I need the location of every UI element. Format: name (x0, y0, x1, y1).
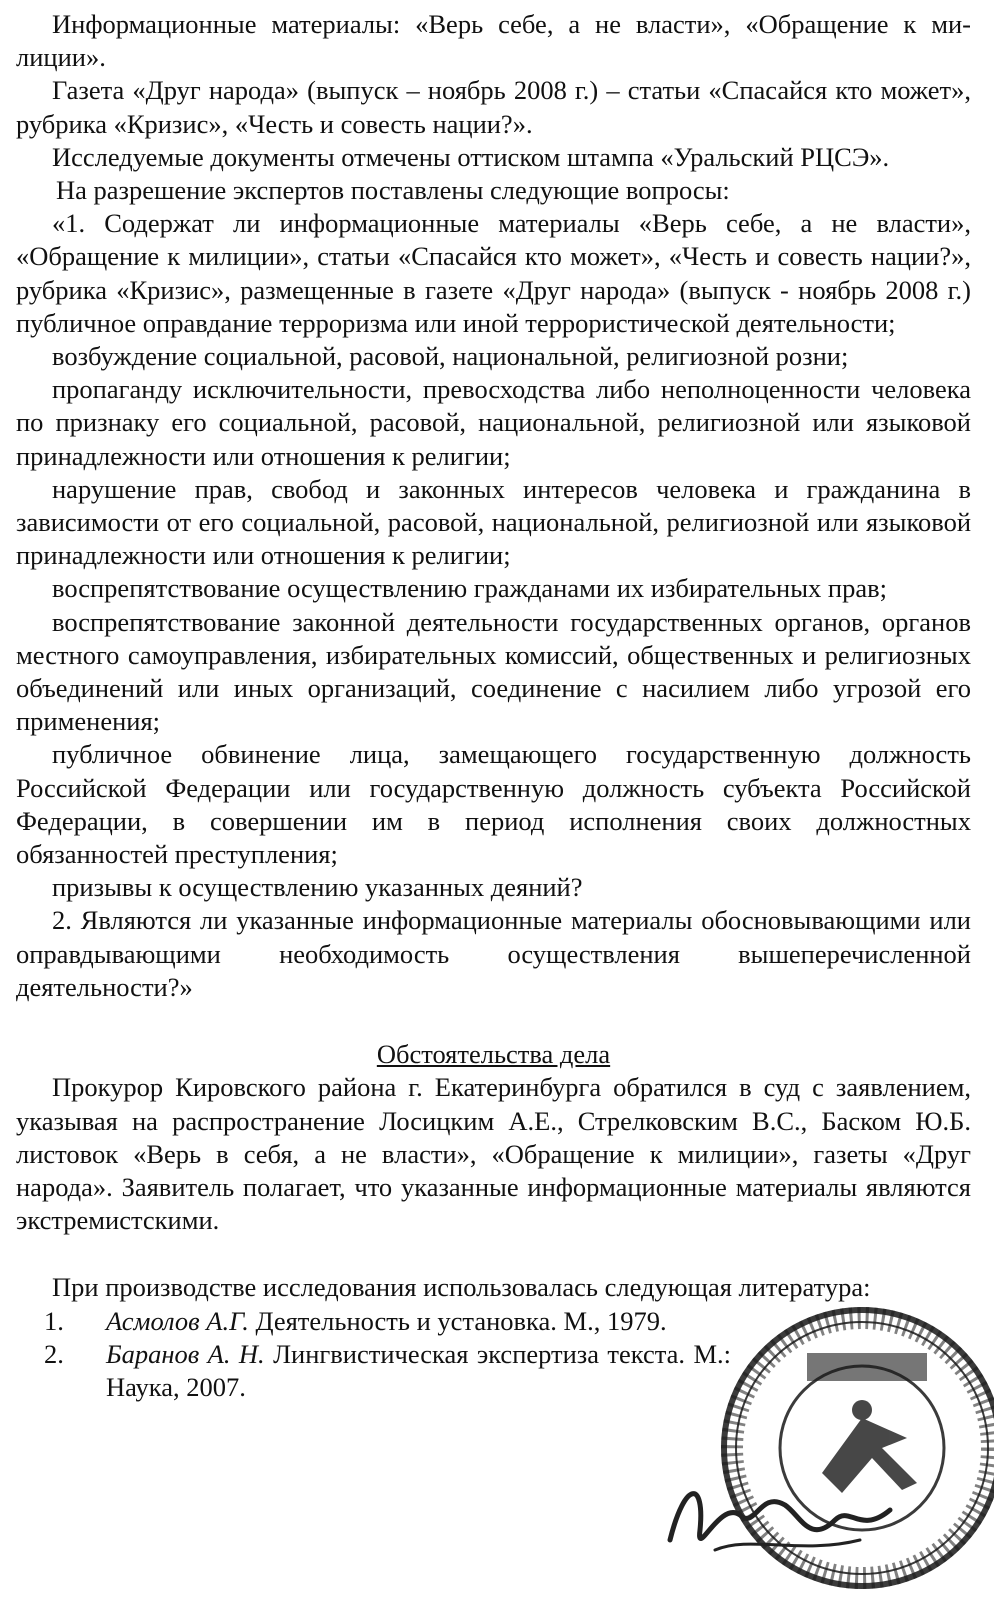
reference-title: Деятельность и установка. М., 1979. (248, 1305, 667, 1336)
paragraph-question-2: 2. Являются ли указанные информационные материалы обосновывающими или оправдывающими необходимость осуществления вышеперечисленной деятельности?» (16, 905, 971, 1002)
paragraph-literature-intro: При производстве исследования использовалась следующая литература: (52, 1272, 871, 1303)
paragraph-public-accusation: публичное обвинение лица, замещающего государственную должность Российской Федерации или государственную должность субъекта Российской Федерации, в совершении им в период исполнения своих должностных обязанностей преступления; (16, 739, 971, 870)
reference-number: 1. (44, 1305, 64, 1336)
reference-author: Баранов А. Н. (106, 1338, 265, 1369)
reference-number: 2. (44, 1338, 64, 1369)
paragraph-info-materials: Информационные материалы: «Верь себе, а не власти», «Обращение к милиции». (16, 9, 971, 73)
paragraph-calls: призывы к осуществлению указанных деяний? (52, 872, 583, 903)
section-heading: Обстоятельства дела (376, 1039, 611, 1070)
paragraph-question-1: «1. Содержат ли информационные материалы «Верь себе, а не власти», «Обращение к милиции», статьи «Спасайся кто может», «Честь и совесть нации?», рубрика «Кризис», размещенные в газете «Друг народа» (выпуск - ноябрь 2008 г.) публичное оправдание терроризма или иной террористической деятельности; (16, 208, 971, 338)
paragraph-electoral-rights: воспрепятствование осуществлению гражданами их избирательных прав; (52, 573, 887, 604)
document-page (16, 8, 971, 1404)
reference-title: Лингвистическая экспертиза текста. М.: Наука, 2007. (106, 1338, 731, 1402)
paragraph-stamp-note: Исследуемые документы отмечены оттиском штампа «Уральский РЦСЭ». (52, 141, 890, 172)
paragraph-propaganda: пропаганду исключительности, превосходства либо неполноценности человека по признаку его социальной, расовой, национальной, религиозной или языковой принадлежности или отношения к религии; (16, 374, 971, 471)
paragraph-rights-violation: нарушение прав, свобод и законных интересов человека и гражданина в зависимости от его социальной, расовой, национальной, религиозной или языковой принадлежности или отношения к религии; (16, 473, 971, 571)
paragraph-newspaper: Газета «Друг народа» (выпуск – ноябрь 2008 г.) – статьи «Спасайся кто может», рубрика «Кризис», «Честь и совесть нации?». (16, 75, 971, 139)
reference-author: Асмолов А.Г. (106, 1305, 249, 1336)
signature-icon (660, 1460, 900, 1570)
paragraph-incitement: возбуждение социальной, расовой, национальной, религиозной розни; (52, 341, 849, 372)
paragraph-questions-intro: На разрешение экспертов поставлены следующие вопросы: (56, 175, 730, 206)
paragraph-case: Прокурор Кировского района г. Екатеринбурга обратился в суд с заявлением, указывая на распространение Лосицким А.Е., Стрелковским В.С., Баском Ю.Б. листовок «Верь в себя, а не власти», «Обращение к милиции», газеты «Друг народа». Заявитель полагает, что указанные информационные материалы являются экстремистскими. (16, 1072, 971, 1236)
paragraph-obstruction: воспрепятствование законной деятельности государственных органов, органов местного самоуправления, избирательных комиссий, общественных и религиозных объединений или иных организаций, соединение с насилием либо угрозой его применения; (16, 606, 971, 737)
